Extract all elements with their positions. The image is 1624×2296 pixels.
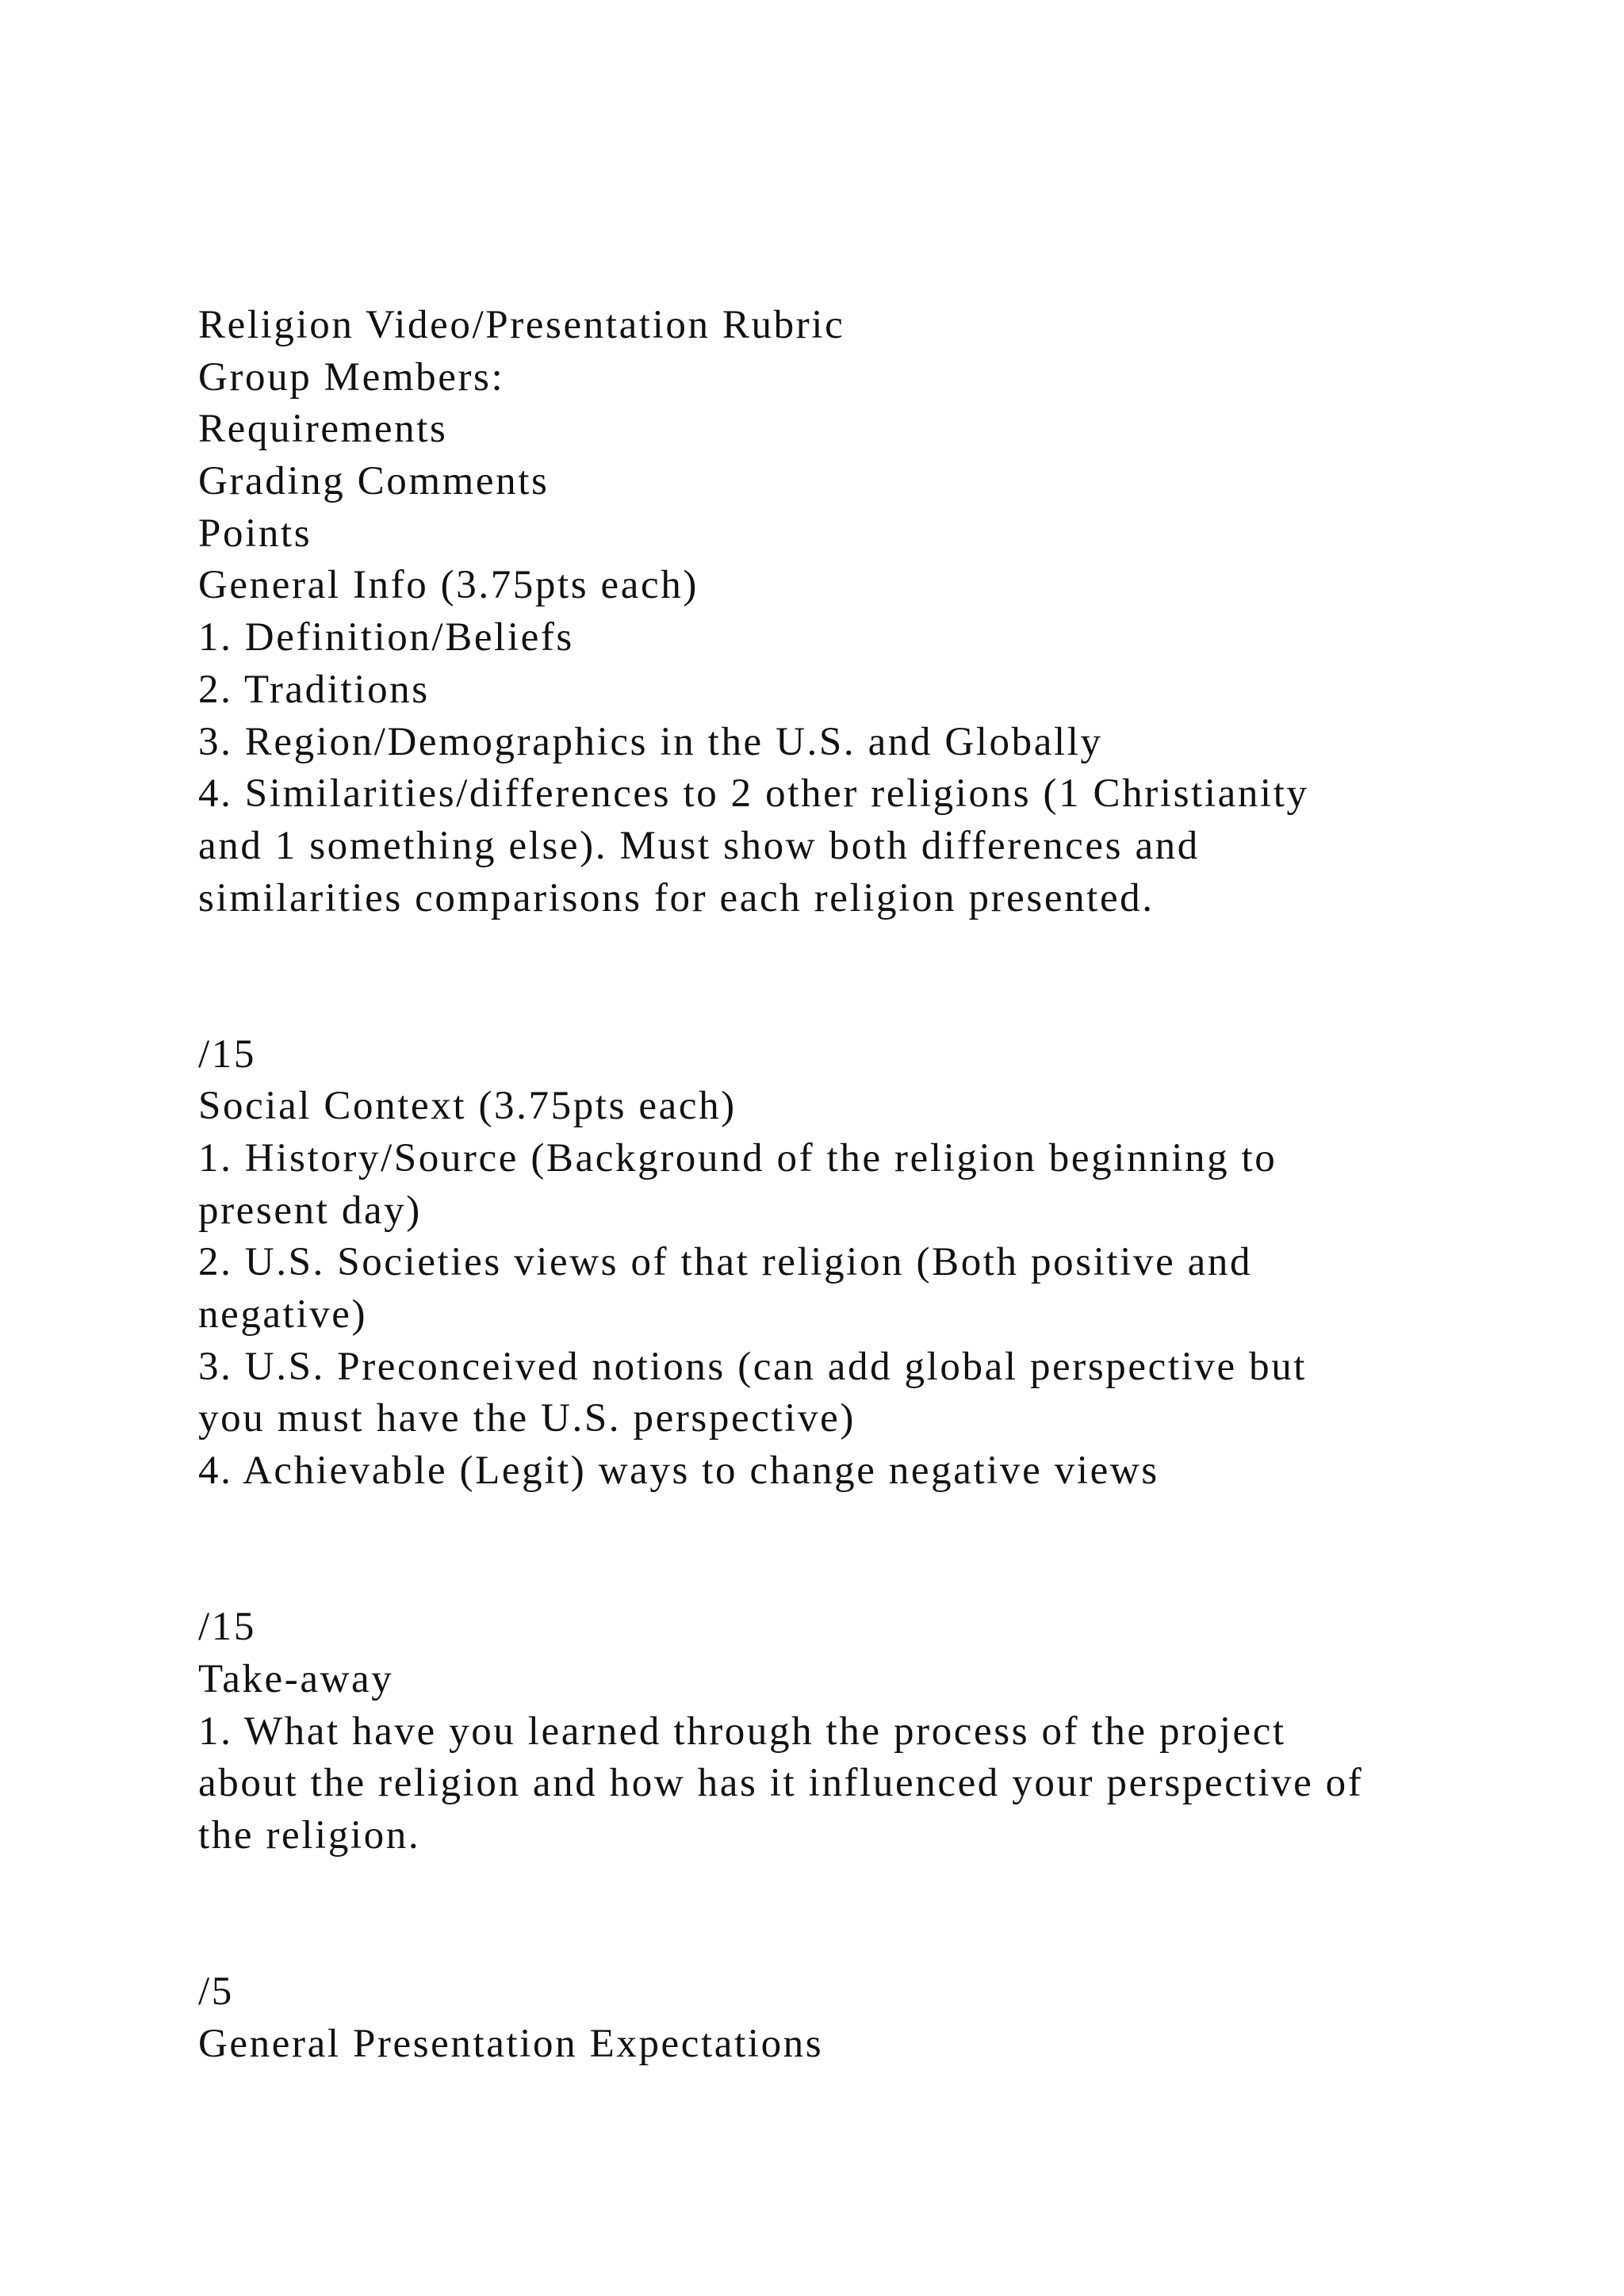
blank-line xyxy=(198,1914,1546,1966)
general-info-item-3: 3. Region/Demographics in the U.S. and Globally xyxy=(198,719,1103,764)
general-info-points: /15 xyxy=(198,1031,256,1077)
requirements-heading: Requirements xyxy=(198,407,448,452)
social-context-item-1-line-1: 1. History/Source (Background of the religion beginning to xyxy=(198,1136,1277,1181)
take-away-item-1-line-3: the religion. xyxy=(198,1812,421,1858)
general-info-item-4-line-2: and 1 something else). Must show both differences and xyxy=(198,823,1200,868)
general-presentation-heading: General Presentation Expectations xyxy=(198,2021,824,2066)
social-context-item-2-line-1: 2. U.S. Societies views of that religion (Both positive and xyxy=(198,1240,1253,1285)
grading-comments-heading: Grading Comments xyxy=(198,459,550,504)
general-info-heading: General Info (3.75pts each) xyxy=(198,563,699,608)
group-members-label: Group Members: xyxy=(198,354,505,400)
blank-line xyxy=(198,1498,1546,1550)
take-away-heading: Take-away xyxy=(198,1656,394,1701)
blank-line xyxy=(198,977,1546,1029)
social-context-item-1-line-2: present day) xyxy=(198,1188,422,1233)
social-context-item-3-line-2: you must have the U.S. perspective) xyxy=(198,1396,856,1441)
general-info-item-1: 1. Definition/Beliefs xyxy=(198,615,574,660)
social-context-item-2-line-2: negative) xyxy=(198,1292,368,1337)
blank-line xyxy=(198,924,1546,977)
social-context-item-3-line-1: 3. U.S. Preconceived notions (can add global perspective but xyxy=(198,1344,1308,1389)
take-away-item-1-line-1: 1. What have you learned through the process of the project xyxy=(198,1709,1286,1754)
points-heading: Points xyxy=(198,511,312,556)
take-away-item-1-line-2: about the religion and how has it influenced your perspective of xyxy=(198,1761,1364,1806)
social-context-item-4: 4. Achievable (Legit) ways to change negative views xyxy=(198,1448,1159,1494)
take-away-points: /5 xyxy=(198,1969,234,2014)
rubric-text-body xyxy=(198,300,1546,2070)
social-context-points: /15 xyxy=(198,1605,256,1650)
blank-line xyxy=(198,1550,1546,1602)
general-info-item-4-line-1: 4. Similarities/differences to 2 other religions (1 Christianity xyxy=(198,771,1309,817)
blank-line xyxy=(198,1862,1546,1915)
general-info-item-4-line-3: similarities comparisons for each religion presented. xyxy=(198,875,1155,920)
social-context-heading: Social Context (3.75pts each) xyxy=(198,1084,737,1129)
document-title: Religion Video/Presentation Rubric xyxy=(198,303,845,347)
general-info-item-2: 2. Traditions xyxy=(198,667,430,712)
